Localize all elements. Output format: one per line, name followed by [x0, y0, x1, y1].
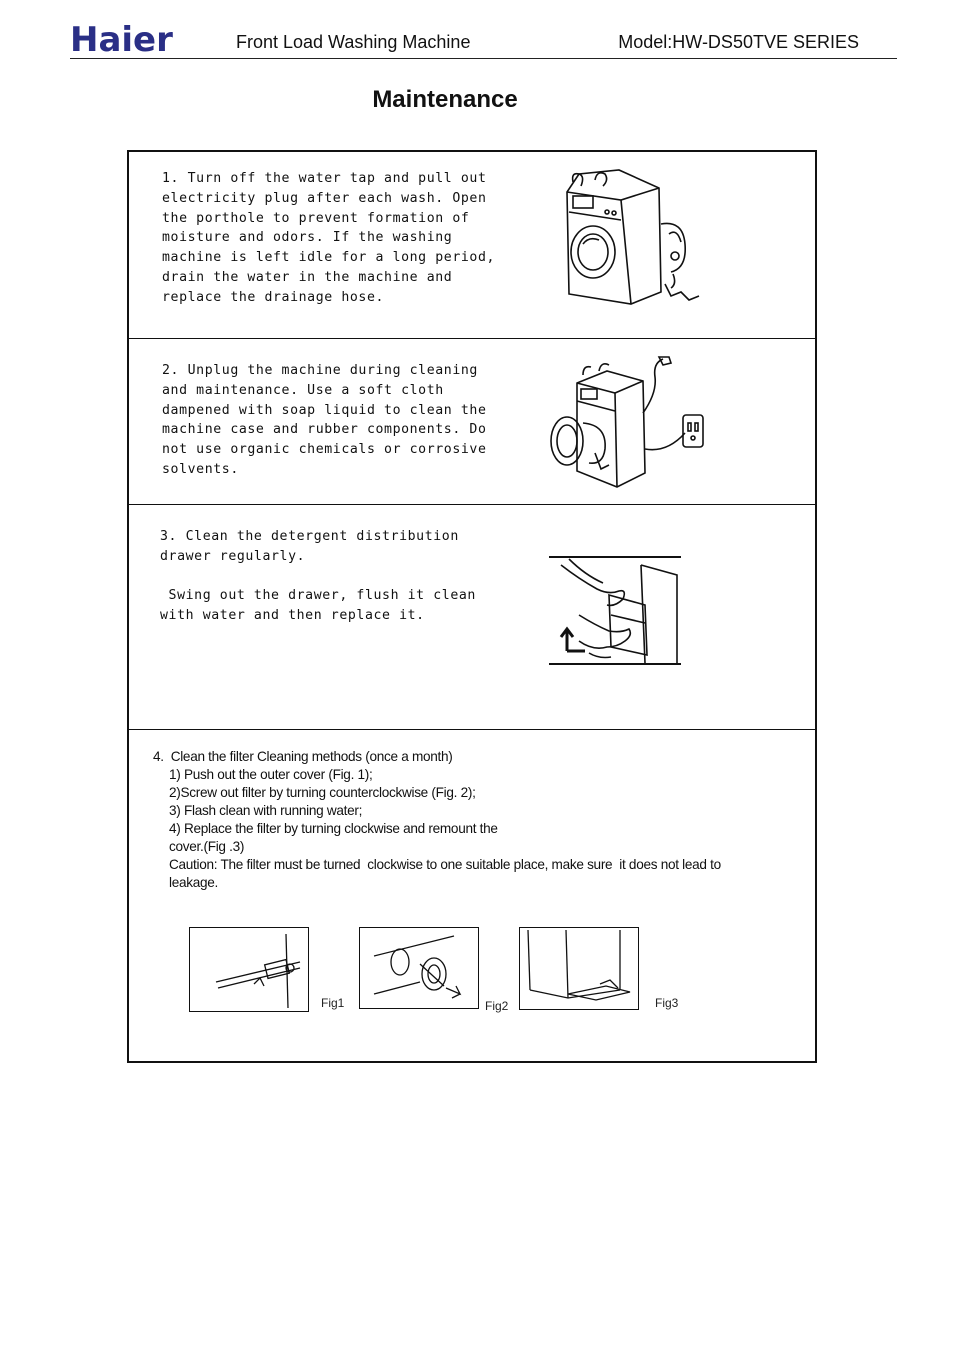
page-title: Maintenance — [372, 86, 518, 113]
filter-step: 3) Flash clean with running water; — [169, 803, 363, 818]
section-3 — [129, 505, 815, 730]
filter-step: 4) Replace the filter by turning clockwise and remount the — [169, 821, 498, 836]
unplugged-machine-icon — [547, 353, 712, 493]
section-1-text: 1. Turn off the water tap and pull out electricity plug after each wash. Open the porthole to prevent formation of moisture and odors. If the washing machine is left idle for a long period, drain the water in the machine and replace the drainage hose. — [162, 171, 496, 305]
filter-cover-icon — [190, 928, 308, 1011]
section-3-text: 3. Clean the detergent distribution drawer regularly. Swing out the drawer, flush it clean with water and then replace it. — [160, 529, 476, 624]
page-header — [70, 22, 897, 59]
section-4 — [129, 730, 815, 1061]
figure-3-label: Fig3 — [655, 996, 679, 1010]
detergent-drawer-icon — [549, 555, 684, 667]
filter-step: 1) Push out the outer cover (Fig. 1); — [169, 767, 373, 782]
brand-logo: Haier — [70, 20, 173, 60]
caution-text: leakage. — [169, 875, 218, 890]
filter-remount-icon — [520, 928, 638, 1009]
figure-1 — [189, 927, 309, 1012]
filter-unscrew-icon — [360, 928, 478, 1008]
figure-2-label: Fig2 — [485, 999, 509, 1013]
maintenance-table — [127, 150, 817, 1063]
document-title: Front Load Washing Machine — [236, 32, 471, 52]
caution-text: Caution: The filter must be turned clockwise to one suitable place, make sure it does not lead to — [169, 857, 721, 872]
filter-step: 2)Screw out filter by turning counterclockwise (Fig. 2); — [169, 785, 476, 800]
model-number: Model:HW-DS50TVE SERIES — [618, 32, 859, 52]
section-2-text: 2. Unplug the machine during cleaning and maintenance. Use a soft cloth dampened with soap liquid to clean the machine case and rubber components. Do not use organic chemicals or corrosive solvents. — [162, 363, 487, 477]
filter-heading: 4. Clean the filter Cleaning methods (once a month) — [153, 749, 453, 764]
filter-instructions — [153, 748, 721, 892]
filter-step: cover.(Fig .3) — [169, 839, 245, 854]
section-1 — [129, 152, 815, 339]
figure-2 — [359, 927, 479, 1009]
washing-machine-cartoon-icon — [559, 164, 709, 309]
figure-1-label: Fig1 — [321, 996, 345, 1010]
figure-3 — [519, 927, 639, 1010]
section-2 — [129, 339, 815, 505]
